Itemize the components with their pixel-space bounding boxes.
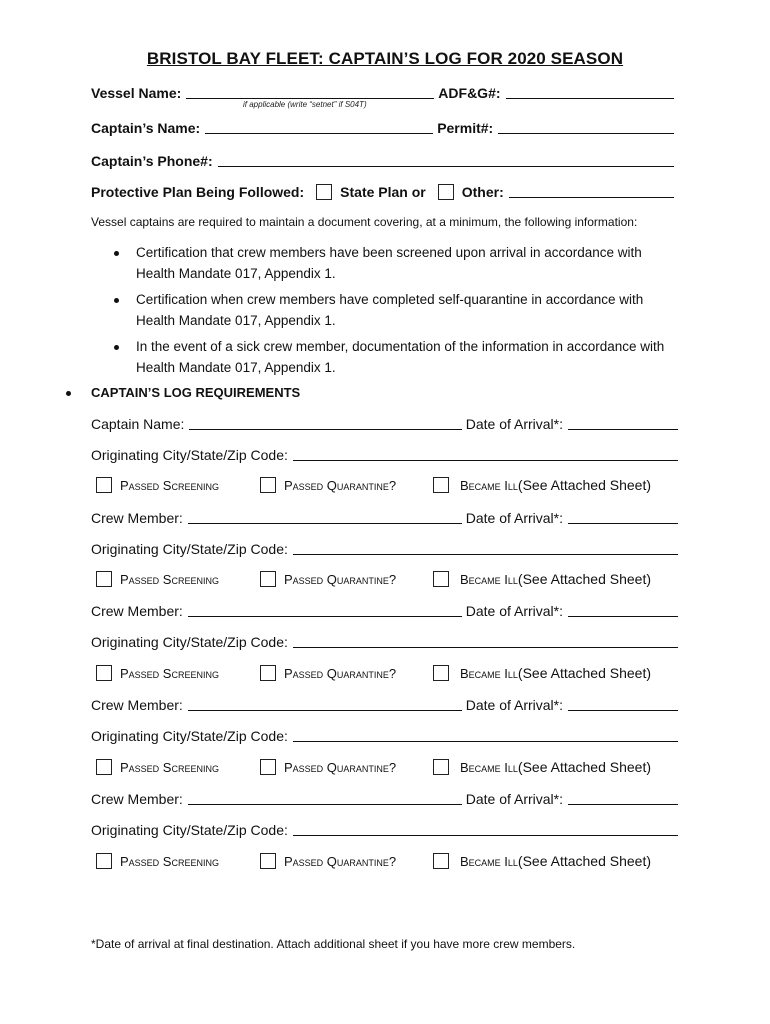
log-entry-name-row: [91, 509, 678, 526]
arrival-date-field[interactable]: [568, 509, 678, 524]
became-ill-checkbox[interactable]: [433, 759, 449, 775]
entry-name-label: Crew Member:: [91, 510, 183, 526]
origin-field[interactable]: [293, 821, 678, 836]
arrival-date-label: Date of Arrival*:: [465, 603, 563, 619]
entry-name-label: Captain Name:: [91, 416, 185, 432]
passed-screening-checkbox[interactable]: [96, 759, 112, 775]
passed-quarantine-label: Passed Quarantine?: [284, 853, 397, 869]
log-entry-name-row: [91, 415, 678, 432]
adfg-field[interactable]: [506, 84, 674, 99]
entry-name-field[interactable]: [188, 696, 462, 711]
became-ill-checkbox[interactable]: [433, 853, 449, 869]
passed-screening-label: Passed Screening: [120, 759, 219, 775]
log-entry-origin-row: [91, 633, 678, 650]
became-ill-label: Became Ill: [460, 571, 518, 587]
origin-field[interactable]: [293, 540, 678, 555]
passed-screening-label: Passed Screening: [120, 477, 219, 493]
bullet-item: [136, 289, 676, 331]
log-entry-status-row: [96, 571, 678, 591]
arrival-date-label: Date of Arrival*:: [465, 791, 563, 807]
state-plan-label: State Plan or: [340, 183, 426, 200]
origin-field[interactable]: [293, 633, 678, 648]
vessel-name-field[interactable]: [186, 84, 434, 99]
plan-label: Protective Plan Being Followed:: [91, 183, 305, 200]
section-bullet-dot: [66, 391, 71, 396]
became-ill-label: Became Ill: [460, 665, 518, 681]
other-plan-label: Other:: [461, 183, 504, 200]
entry-name-field[interactable]: [189, 415, 461, 430]
bullet-text: Certification that crew members have been screened upon arrival in accordance with Health Mandate 017, Appendix 1.: [136, 245, 642, 281]
permit-label: Permit#:: [437, 120, 494, 136]
screening-option[interactable]: [96, 571, 219, 587]
attached-sheet-note: (See Attached Sheet): [517, 853, 652, 869]
bullet-item: [136, 336, 676, 378]
screening-option[interactable]: [96, 853, 219, 869]
entry-name-label: Crew Member:: [91, 791, 183, 807]
passed-screening-label: Passed Screening: [120, 853, 219, 869]
became-ill-checkbox[interactable]: [433, 477, 449, 493]
captain-phone-label: Captain’s Phone#:: [91, 153, 213, 169]
origin-label: Originating City/State/Zip Code:: [91, 541, 288, 557]
screening-option[interactable]: [96, 477, 219, 493]
passed-quarantine-label: Passed Quarantine?: [284, 571, 397, 587]
bullet-dot: [114, 251, 119, 256]
log-entry-status-row: [96, 665, 678, 685]
attached-sheet-note: (See Attached Sheet): [517, 665, 652, 681]
origin-label: Originating City/State/Zip Code:: [91, 822, 288, 838]
log-entry-status-row: [96, 477, 678, 497]
attached-sheet-note: (See Attached Sheet): [517, 477, 652, 493]
passed-quarantine-checkbox[interactable]: [260, 853, 276, 869]
became-ill-label: Became Ill: [460, 759, 518, 775]
log-entry-name-row: [91, 696, 678, 713]
footnote: *Date of arrival at final destination. Attach additional sheet if you have more crew members.: [91, 937, 576, 951]
ill-option[interactable]: [433, 571, 651, 587]
phone-row: [91, 152, 678, 169]
passed-quarantine-checkbox[interactable]: [260, 571, 276, 587]
passed-screening-label: Passed Screening: [120, 571, 219, 587]
ill-option[interactable]: [433, 477, 651, 493]
log-entry-name-row: [91, 602, 678, 619]
log-entry-name-row: [91, 790, 678, 807]
attached-sheet-note: (See Attached Sheet): [517, 759, 652, 775]
arrival-date-field[interactable]: [568, 790, 678, 805]
vessel-name-label: Vessel Name:: [91, 85, 182, 101]
passed-quarantine-checkbox[interactable]: [260, 759, 276, 775]
captain-phone-field[interactable]: [218, 152, 674, 167]
passed-screening-checkbox[interactable]: [96, 477, 112, 493]
attached-sheet-note: (See Attached Sheet): [517, 571, 652, 587]
became-ill-label: Became Ill: [460, 853, 518, 869]
passed-screening-checkbox[interactable]: [96, 853, 112, 869]
entry-name-field[interactable]: [188, 509, 462, 524]
passed-screening-label: Passed Screening: [120, 665, 219, 681]
captain-name-field[interactable]: [205, 119, 433, 134]
quarantine-option[interactable]: [260, 665, 396, 681]
arrival-date-field[interactable]: [568, 696, 678, 711]
vessel-row: [91, 84, 678, 101]
origin-label: Originating City/State/Zip Code:: [91, 634, 288, 650]
passed-quarantine-label: Passed Quarantine?: [284, 477, 397, 493]
origin-field[interactable]: [293, 446, 678, 461]
screening-option[interactable]: [96, 665, 219, 681]
passed-quarantine-label: Passed Quarantine?: [284, 759, 397, 775]
log-entry-status-row: [96, 853, 678, 873]
passed-screening-checkbox[interactable]: [96, 571, 112, 587]
log-entry-origin-row: [91, 446, 678, 463]
bullet-dot: [114, 298, 119, 303]
entry-name-label: Crew Member:: [91, 603, 183, 619]
ill-option[interactable]: [433, 759, 651, 775]
intro-text: Vessel captains are required to maintain a document covering, at a minimum, the following information:: [91, 215, 638, 229]
quarantine-option[interactable]: [260, 759, 396, 775]
other-plan-field[interactable]: [509, 183, 674, 198]
bullet-dot: [114, 345, 119, 350]
entry-name-field[interactable]: [188, 602, 462, 617]
quarantine-option[interactable]: [260, 477, 396, 493]
entry-name-field[interactable]: [188, 790, 462, 805]
bullet-text: Certification when crew members have completed self-quarantine in accordance with Health Mandate 017, Appendix 1.: [136, 292, 644, 328]
adfg-label: ADF&G#:: [438, 85, 501, 101]
passed-quarantine-label: Passed Quarantine?: [284, 665, 397, 681]
log-entry-origin-row: [91, 821, 678, 838]
permit-field[interactable]: [498, 119, 674, 134]
vessel-name-hint: if applicable (write “setnet” if S04T): [243, 100, 367, 109]
screening-option[interactable]: [96, 759, 219, 775]
quarantine-option[interactable]: [260, 853, 396, 869]
plan-row: [91, 183, 678, 200]
state-plan-checkbox[interactable]: [316, 184, 332, 200]
origin-field[interactable]: [293, 727, 678, 742]
captain-name-label: Captain’s Name:: [91, 120, 201, 136]
captain-row: [91, 119, 678, 136]
became-ill-checkbox[interactable]: [433, 571, 449, 587]
arrival-date-field[interactable]: [568, 415, 678, 430]
passed-screening-checkbox[interactable]: [96, 665, 112, 681]
bullet-item: [136, 242, 676, 284]
arrival-date-field[interactable]: [568, 602, 678, 617]
origin-label: Originating City/State/Zip Code:: [91, 447, 288, 463]
bullet-text: In the event of a sick crew member, documentation of the information in accordance with Health Mandate 017, Appendix 1.: [136, 339, 665, 375]
origin-label: Originating City/State/Zip Code:: [91, 728, 288, 744]
arrival-date-label: Date of Arrival*:: [465, 510, 563, 526]
other-plan-checkbox[interactable]: [438, 184, 454, 200]
log-entry-origin-row: [91, 540, 678, 557]
log-entry-status-row: [96, 759, 678, 779]
passed-quarantine-checkbox[interactable]: [260, 477, 276, 493]
section-title: CAPTAIN’S LOG REQUIREMENTS: [91, 385, 301, 400]
passed-quarantine-checkbox[interactable]: [260, 665, 276, 681]
became-ill-label: Became Ill: [460, 477, 518, 493]
ill-option[interactable]: [433, 665, 651, 681]
arrival-date-label: Date of Arrival*:: [465, 697, 563, 713]
quarantine-option[interactable]: [260, 571, 396, 587]
entry-name-label: Crew Member:: [91, 697, 183, 713]
became-ill-checkbox[interactable]: [433, 665, 449, 681]
page-title: BRISTOL BAY FLEET: CAPTAIN’S LOG FOR 2020 SEASON: [146, 49, 624, 68]
arrival-date-label: Date of Arrival*:: [465, 416, 563, 432]
ill-option[interactable]: [433, 853, 651, 869]
log-entry-origin-row: [91, 727, 678, 744]
